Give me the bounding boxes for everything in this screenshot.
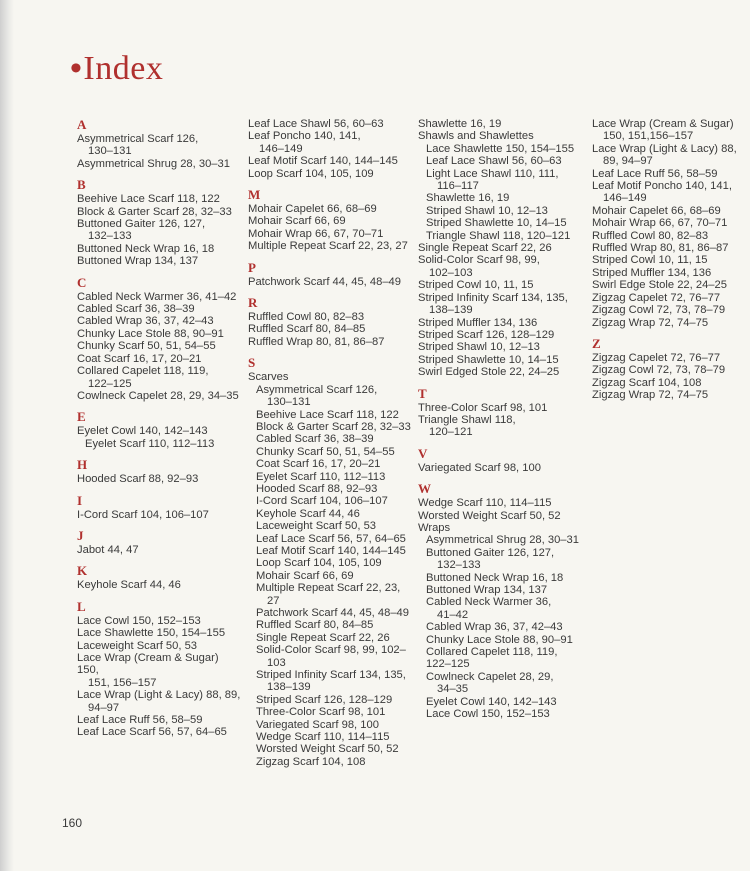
index-entry: Three-Color Scarf 98, 101 (256, 706, 386, 719)
index-entry: Solid-Color Scarf 98, 99, 102– (256, 644, 406, 657)
index-entry: Asymmetrical Scarf 126, (77, 133, 199, 145)
index-entry: Collared Capelet 118, 119, (426, 646, 558, 659)
index-entry: 138–139 (429, 304, 473, 317)
index-entry: Hooded Scarf 88, 92–93 (256, 482, 378, 495)
section-letter: E (77, 409, 86, 425)
index-entry: Zigzag Wrap 72, 74–75 (592, 389, 709, 402)
index-entry: Patchwork Scarf 44, 45, 48–49 (256, 607, 409, 619)
index-entry: Worsted Weight Scarf 50, 52 (256, 743, 399, 756)
section-letter: I (77, 492, 83, 508)
index-entry: Striped Cowl 10, 11, 15 (418, 279, 534, 292)
index-entry: Leaf Lace Scarf 56, 57, 64–65 (77, 726, 227, 739)
index-entry: Scarves (248, 371, 289, 384)
index-entry: Block & Garter Scarf 28, 32–33 (256, 420, 411, 433)
index-entry: Striped Muffler 134, 136 (592, 266, 712, 279)
index-entry: Single Repeat Scarf 22, 26 (418, 242, 552, 255)
index-entry: Cabled Scarf 36, 38–39 (256, 433, 374, 446)
section-letter: S (248, 355, 256, 371)
index-entry: Laceweight Scarf 50, 53 (256, 520, 377, 533)
section-letter: J (77, 527, 84, 543)
index-entry: I-Cord Scarf 104, 106–107 (77, 508, 209, 521)
index-entry: Mohair Scarf 66, 69 (248, 215, 346, 228)
index-entry: 89, 94–97 (603, 155, 653, 168)
index-entry: Shawls and Shawlettes (418, 130, 534, 143)
section-letter: L (77, 598, 86, 614)
index-entry: 94–97 (88, 701, 120, 714)
index-entry: Loop Scarf 104, 105, 109 (256, 557, 382, 570)
index-entry: Zigzag Capelet 72, 76–77 (592, 291, 721, 304)
index-entry: 122–125 (88, 377, 132, 390)
index-entry: Zigzag Cowl 72, 73, 78–79 (592, 364, 726, 377)
index-entry: Striped Shawlette 10, 14–15 (426, 217, 567, 230)
index-entry: Beehive Lace Scarf 118, 122 (256, 408, 399, 421)
section-letter: P (248, 259, 256, 275)
index-entry: Cabled Wrap 36, 37, 42–43 (77, 315, 214, 328)
index-entry: Leaf Lace Ruff 56, 58–59 (592, 167, 718, 180)
index-entry: Buttoned Gaiter 126, 127, (77, 218, 206, 231)
index-entry: Striped Scarf 126, 128–129 (418, 328, 555, 341)
index-entry: Zigzag Capelet 72, 76–77 (592, 351, 721, 364)
index-entry: Eyelet Cowl 140, 142–143 (77, 425, 208, 438)
index-entry: Ruffled Wrap 80, 81, 86–87 (592, 242, 729, 255)
index-entry: 130–131 (88, 145, 132, 158)
index-entry: Buttoned Wrap 134, 137 (426, 584, 548, 596)
index-entry: Zigzag Scarf 104, 108 (592, 376, 702, 389)
section-letter: W (418, 481, 431, 497)
index-entry: Leaf Lace Ruff 56, 58–59 (77, 714, 203, 726)
index-entry: Swirl Edged Stole 22, 24–25 (418, 366, 560, 379)
index-entry: Buttoned Wrap 134, 137 (77, 255, 199, 268)
index-entry: Cabled Wrap 36, 37, 42–43 (426, 621, 563, 634)
index-entry: 27 (267, 594, 280, 607)
index-entry: Striped Cowl 10, 11, 15 (592, 254, 708, 267)
index-entry: Buttoned Gaiter 126, 127, (426, 546, 555, 559)
index-entry: Striped Shawl 10, 12–13 (418, 341, 540, 354)
index-entry: 146–149 (603, 192, 647, 205)
index-entry: Cabled Neck Warmer 36, 41–42 (77, 290, 237, 303)
index-column-1 (77, 118, 242, 739)
index-entry: Mohair Capelet 66, 68–69 (592, 204, 721, 217)
index-entry: Three-Color Scarf 98, 101 (418, 401, 548, 414)
index-entry: Patchwork Scarf 44, 45, 48–49 (248, 275, 401, 288)
index-entry: Leaf Lace Shawl 56, 60–63 (426, 155, 562, 168)
index-entry: Striped Infinity Scarf 134, 135, (256, 669, 406, 682)
index-entry: Jabot 44, 47 (77, 543, 139, 556)
index-entry: Cabled Scarf 36, 38–39 (77, 303, 195, 316)
index-entry: 150, 151,156–157 (603, 130, 694, 143)
index-entry: 122–125 (426, 658, 470, 671)
index-entry: Shawlette 16, 19 (418, 118, 502, 130)
index-entry: Cowlneck Capelet 28, 29, (426, 670, 554, 683)
index-entry: Lace Wrap (Cream & Sugar) (592, 118, 734, 130)
index-entry: Eyelet Cowl 140, 142–143 (426, 695, 557, 708)
section-letter: H (77, 457, 88, 473)
index-entry: Asymmetrical Scarf 126, (256, 383, 378, 396)
index-entry: Lace Shawlette 150, 154–155 (426, 142, 575, 155)
section-letter: T (418, 385, 427, 401)
index-entry: Mohair Wrap 66, 67, 70–71 (592, 217, 728, 230)
index-entry: Wraps (418, 521, 451, 534)
index-entry: Coat Scarf 16, 17, 20–21 (77, 352, 202, 365)
index-entry: Mohair Scarf 66, 69 (256, 569, 354, 582)
section-letter: C (77, 274, 87, 290)
index-entry: 146–149 (259, 142, 303, 155)
index-column-3 (418, 118, 588, 720)
index-entry: Triangle Shawl 118, 120–121 (426, 229, 571, 242)
index-entry: Hooded Scarf 88, 92–93 (77, 473, 199, 486)
index-entry: Buttoned Neck Wrap 16, 18 (426, 571, 564, 584)
index-entry: Lace Wrap (Cream & Sugar) 150, (77, 651, 219, 677)
index-entry: Cowlneck Capelet 28, 29, 34–35 (77, 389, 239, 402)
index-entry: Lace Wrap (Light & Lacy) 88, 89, (77, 689, 241, 702)
index-entry: Keyhole Scarf 44, 46 (256, 507, 360, 520)
title-text: Index (83, 50, 164, 87)
index-entry: 132–133 (88, 230, 132, 243)
index-entry: 102–103 (429, 266, 473, 279)
page-number: 160 (62, 816, 83, 830)
section-letter: B (77, 177, 86, 193)
index-entry: Variegated Scarf 98, 100 (256, 718, 379, 731)
index-entry: Chunky Scarf 50, 51, 54–55 (77, 340, 216, 353)
index-entry: 34–35 (437, 683, 469, 696)
index-entry: Mohair Wrap 66, 67, 70–71 (248, 227, 384, 240)
index-entry: Laceweight Scarf 50, 53 (77, 639, 198, 652)
index-entry: Eyelet Scarf 110, 112–113 (85, 437, 215, 450)
section-letter: R (248, 295, 258, 311)
index-entry: Buttoned Neck Wrap 16, 18 (77, 242, 215, 255)
index-entry: Coat Scarf 16, 17, 20–21 (256, 458, 381, 471)
index-entry: Ruffled Wrap 80, 81, 86–87 (248, 335, 385, 348)
page-spine (0, 0, 14, 871)
index-entry: Lace Wrap (Light & Lacy) 88, (592, 142, 737, 155)
index-entry: Leaf Lace Shawl 56, 60–63 (248, 118, 384, 130)
index-entry: 151, 156–157 (88, 676, 157, 689)
index-entry: 130–131 (267, 396, 311, 409)
index-entry: 116–117 (437, 180, 479, 193)
index-entry: Cabled Neck Warmer 36, (426, 596, 552, 609)
index-entry: 120–121 (429, 426, 473, 439)
page-title (70, 50, 163, 88)
index-entry: Light Lace Shawl 110, 111, (426, 167, 559, 180)
index-entry: Swirl Edge Stole 22, 24–25 (592, 279, 727, 292)
index-entry: Multiple Repeat Scarf 22, 23, 27 (248, 240, 408, 253)
index-entry: 41–42 (437, 608, 469, 621)
section-letter: M (248, 187, 261, 203)
index-entry: Striped Shawl 10, 12–13 (426, 204, 548, 217)
index-column-2 (248, 118, 413, 768)
index-entry: Leaf Motif Scarf 140, 144–145 (256, 544, 406, 557)
index-entry: Shawlette 16, 19 (426, 192, 510, 205)
index-entry: Leaf Motif Poncho 140, 141, (592, 180, 732, 193)
index-entry: Multiple Repeat Scarf 22, 23, (256, 582, 401, 595)
index-entry: Variegated Scarf 98, 100 (418, 461, 541, 474)
index-entry: Collared Capelet 118, 119, (77, 365, 209, 378)
index-entry: Striped Scarf 126, 128–129 (256, 693, 393, 706)
index-entry: Leaf Motif Scarf 140, 144–145 (248, 155, 398, 168)
index-entry: Keyhole Scarf 44, 46 (77, 579, 181, 592)
index-entry: 138–139 (267, 681, 311, 694)
index-entry: Lace Cowl 150, 152–153 (426, 708, 550, 721)
index-entry: Leaf Lace Scarf 56, 57, 64–65 (256, 532, 406, 545)
index-entry: Striped Shawlette 10, 14–15 (418, 353, 559, 366)
index-entry: Ruffled Scarf 80, 84–85 (256, 619, 374, 632)
section-letter: K (77, 563, 88, 579)
index-entry: Triangle Shawl 118, (418, 413, 516, 426)
index-entry: Asymmetrical Shrug 28, 30–31 (426, 534, 579, 547)
section-letter: V (418, 445, 428, 461)
index-column-4 (592, 118, 747, 402)
index-entry: Mohair Capelet 66, 68–69 (248, 203, 377, 216)
index-entry: 103 (267, 656, 286, 669)
index-entry: Solid-Color Scarf 98, 99, (418, 254, 540, 267)
index-entry: Chunky Scarf 50, 51, 54–55 (256, 445, 395, 458)
index-entry: Leaf Poncho 140, 141, (248, 130, 361, 143)
index-entry: Loop Scarf 104, 105, 109 (248, 167, 374, 180)
title-bullet: • (70, 50, 83, 87)
index-entry: Ruffled Cowl 80, 82–83 (592, 229, 709, 242)
index-entry: Eyelet Scarf 110, 112–113 (256, 470, 386, 483)
index-entry: 132–133 (437, 559, 481, 572)
index-entry: Lace Shawlette 150, 154–155 (77, 627, 226, 640)
index-entry: Asymmetrical Shrug 28, 30–31 (77, 157, 230, 170)
index-entry: Block & Garter Scarf 28, 32–33 (77, 205, 232, 218)
index-entry: Chunky Lace Stole 88, 90–91 (426, 633, 573, 646)
index-entry: Striped Infinity Scarf 134, 135, (418, 291, 568, 304)
section-letter: Z (592, 335, 601, 351)
index-entry: Zigzag Cowl 72, 73, 78–79 (592, 304, 726, 317)
index-entry: Ruffled Scarf 80, 84–85 (248, 323, 366, 336)
index-entry: Zigzag Wrap 72, 74–75 (592, 316, 709, 329)
index-entry: Lace Cowl 150, 152–153 (77, 614, 201, 627)
index-entry: I-Cord Scarf 104, 106–107 (256, 495, 388, 508)
section-letter: A (77, 117, 87, 132)
index-entry: Single Repeat Scarf 22, 26 (256, 631, 390, 644)
index-entry: Chunky Lace Stole 88, 90–91 (77, 327, 224, 340)
index-entry: Wedge Scarf 110, 114–115 (418, 497, 552, 510)
index-entry: Striped Muffler 134, 136 (418, 316, 538, 329)
index-entry: Zigzag Scarf 104, 108 (256, 755, 366, 768)
index-entry: Ruffled Cowl 80, 82–83 (248, 311, 365, 324)
index-entry: Wedge Scarf 110, 114–115 (256, 731, 390, 744)
index-entry: Beehive Lace Scarf 118, 122 (77, 193, 220, 206)
index-entry: Worsted Weight Scarf 50, 52 (418, 509, 561, 522)
